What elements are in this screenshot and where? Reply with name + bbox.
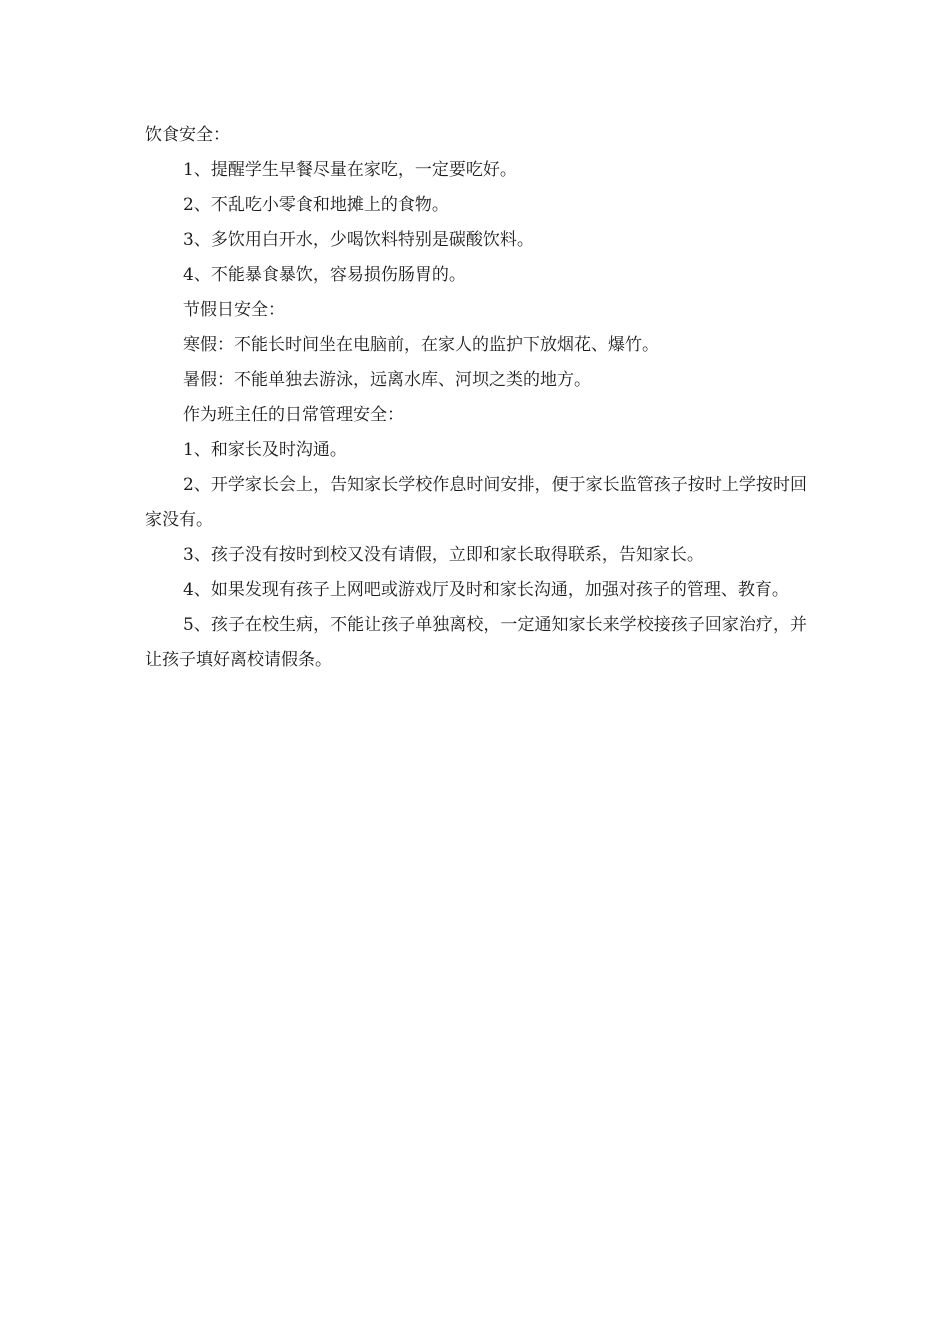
paragraph-teacher-4: 4、如果发现有孩子上网吧或游戏厅及时和家长沟通，加强对孩子的管理、教育。 — [183, 580, 789, 600]
paragraph-summer-holiday: 暑假：不能单独去游泳，远离水库、河坝之类的地方。 — [183, 370, 591, 390]
paragraph-food-3: 3、多饮用白开水，少喝饮料特别是碳酸饮料。 — [183, 230, 534, 250]
section-heading-holiday-safety: 节假日安全： — [183, 300, 285, 320]
paragraph-teacher-5: 5、孩子在校生病，不能让孩子单独离校，一定通知家长来学校接孩子回家治疗，并让孩子填好离校请假条。 — [145, 615, 807, 670]
paragraph-teacher-3: 3、孩子没有按时到校又没有请假，立即和家长取得联系，告知家长。 — [183, 545, 704, 565]
paragraph-winter-holiday: 寒假：不能长时间坐在电脑前，在家人的监护下放烟花、爆竹。 — [183, 335, 659, 355]
paragraph-teacher-2: 2、开学家长会上，告知家长学校作息时间安排，便于家长监管孩子按时上学按时回家没有。 — [145, 475, 807, 530]
paragraph-food-2: 2、不乱吃小零食和地摊上的食物。 — [183, 195, 449, 215]
paragraph-food-1: 1、提醒学生早餐尽量在家吃，一定要吃好。 — [183, 160, 517, 180]
paragraph-teacher-1: 1、和家长及时沟通。 — [183, 440, 347, 460]
document-page — [145, 118, 807, 678]
paragraph-food-4: 4、不能暴食暴饮，容易损伤肠胃的。 — [183, 265, 466, 285]
section-heading-teacher-management: 作为班主任的日常管理安全： — [183, 405, 404, 425]
section-heading-food-safety: 饮食安全： — [145, 125, 230, 145]
